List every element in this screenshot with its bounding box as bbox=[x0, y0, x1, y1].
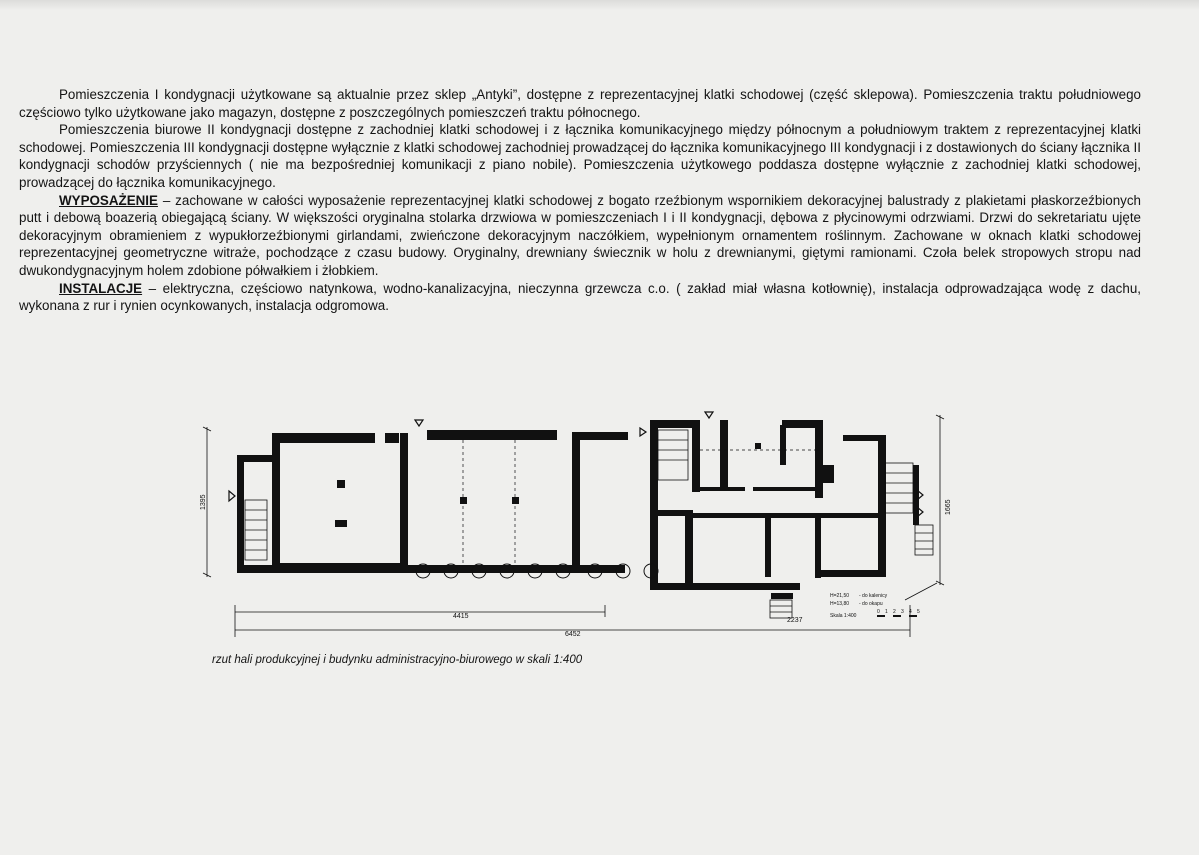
dim-length-1: 4415 bbox=[453, 613, 469, 620]
installations-heading: INSTALACJE bbox=[59, 280, 143, 296]
floor-plan-drawing bbox=[195, 405, 965, 645]
dim-length-2: 6452 bbox=[565, 631, 581, 638]
scale-tick-2: 2 bbox=[893, 609, 896, 615]
legend-h1-note: - do kalenicy bbox=[859, 593, 888, 599]
dim-stair: 2237 bbox=[787, 617, 803, 624]
scan-edge bbox=[0, 0, 1199, 10]
scale-label: Skala 1:400 bbox=[830, 613, 857, 619]
paragraph-upper-floors: Pomieszczenia biurowe II kondygnacji dostępne z zachodniej klatki schodowej i z łącznika komunikacyjnego między północnym a południowym traktem z reprezentacyjnej klatki schodowej. Pomieszczenia III kondygnacji dostępne wyłącznie z klatki schodowej zachodniej prowadzącej do łącznika komunikacyjnego III kondygnacji i z dostawionych do ściany łącznika II kondygnacji schodów przyściennych ( nie ma bezpośredniej komunikacji z piano nobile). Pomieszczenia użytkowego poddasza dostępne wyłącznie z zachodniej klatki schodowej, prowadzącej do łącznika komunikacyjnego. bbox=[19, 122, 1141, 190]
legend-h1: H=21,50 bbox=[830, 593, 850, 599]
scale-tick-5: 5 bbox=[917, 609, 920, 615]
scale-tick-4: 4 bbox=[909, 609, 912, 615]
legend-h2-note: - do okapu bbox=[859, 601, 883, 607]
scale-tick-3: 3 bbox=[901, 609, 904, 615]
description-text bbox=[19, 86, 1141, 315]
scale-tick-0: 0 bbox=[877, 609, 880, 615]
paragraph-installations bbox=[19, 280, 1141, 315]
plan-caption: rzut hali produkcyjnej i budynku administracyjno-biurowego w skali 1:400 bbox=[212, 654, 583, 666]
legend-h2: H=13,80 bbox=[830, 601, 850, 607]
equipment-body: – zachowane w całości wyposażenie reprezentacyjnej klatki schodowej z bogato rzeźbionym wspornikiem dekoracyjnej balustrady z plakietami płaskorzeźbionych putt i debową boazerią obiegającą ściany. W większości oryginalna stolarka drzwiowa w pomieszczeniach I i II kondygnacji, dębowa z płycinowymi odrzwiami. Drzwi do sekretariatu ujęte dekoracyjnym obramieniem z wypukłorzeźbionymi girlandami, zwieńczone dekoracyjnym naczółkiem, wypełnionym ornamentem roślinnym. Zachowane w oknach klatki schodowej reprezentacyjnej geometryczne witraże, pochodzące z czasu budowy. Oryginalny, drewniany świecznik w holu z drewnianymi, giętymi ramionami. Czoła belek stropowych stropu nad dwukondygnacyjnym holem zdobione półwałkiem i żłobkiem. bbox=[19, 192, 1141, 278]
scale-tick-1: 1 bbox=[885, 609, 888, 615]
dim-height-left: 1395 bbox=[200, 494, 207, 510]
paragraph-ground-floor: Pomieszczenia I kondygnacji użytkowane są aktualnie przez sklep „Antyki”, dostępne z reprezentacyjnej klatki schodowej (część sklepowa). Pomieszczenia traktu południowego częściowo tylko użytkowane jako magazyn, dostępne z poszczególnych pomieszczeń traktu północnego. bbox=[19, 87, 1141, 120]
installations-body: – elektryczna, częściowo natynkowa, wodno-kanalizacyjna, nieczynna grzewcza c.o. ( zakład miał własna kotłownię), instalacja odprowadzająca wodę z dachu, wykonana z rur i rynien ocynkowanych, instalacja odgromowa. bbox=[19, 280, 1141, 314]
equipment-heading: WYPOSAŻENIE bbox=[59, 192, 158, 208]
dim-height-right: 1665 bbox=[945, 499, 952, 515]
paragraph-equipment bbox=[19, 192, 1141, 280]
